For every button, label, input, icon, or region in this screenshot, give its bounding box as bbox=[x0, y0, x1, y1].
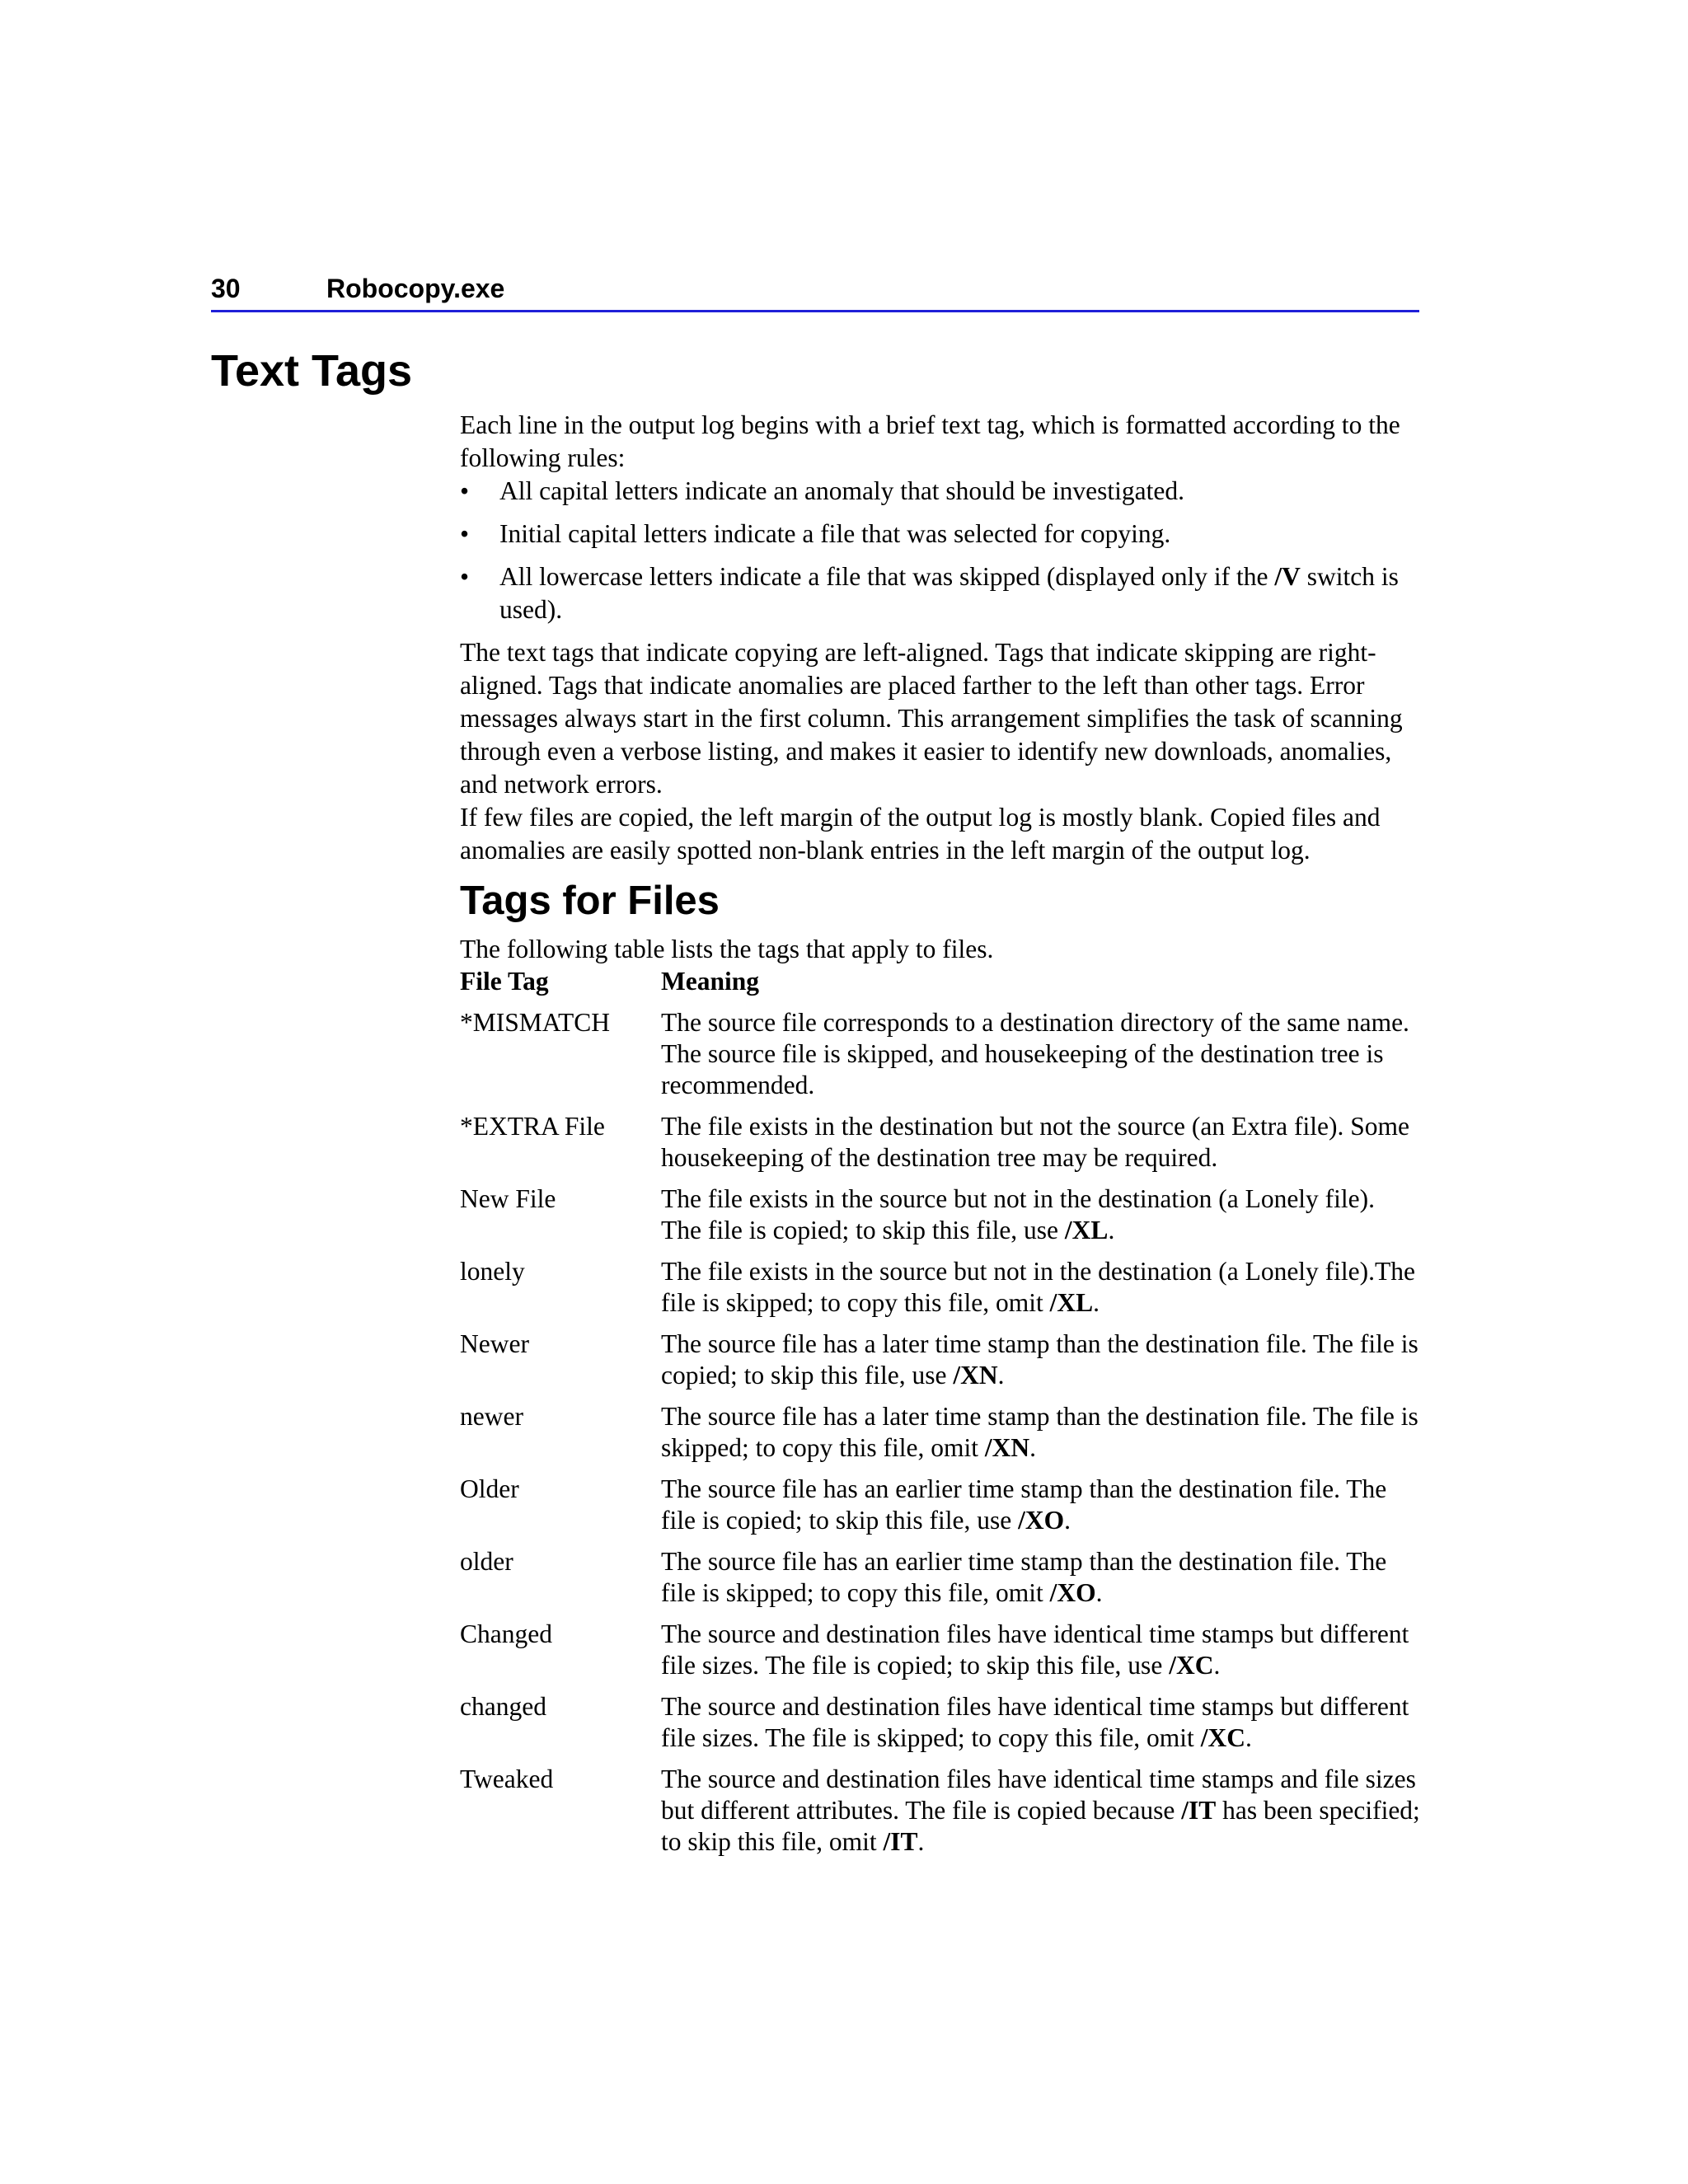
table-row bbox=[460, 1329, 1421, 1401]
switch-code: /V bbox=[1274, 562, 1301, 591]
table-row bbox=[460, 1546, 1421, 1619]
table-row bbox=[460, 1619, 1421, 1691]
switch-code: /XO bbox=[1018, 1506, 1065, 1535]
meaning-text: The source file has an earlier time stamp than the destination file. The file is skipped; to copy this file, omit bbox=[661, 1547, 1387, 1607]
meaning-cell bbox=[661, 1329, 1421, 1401]
column-header-meaning: Meaning bbox=[661, 967, 760, 996]
meaning-text: The source file has a later time stamp than the destination file. The file is skipped; to copy this file, omit bbox=[661, 1402, 1418, 1462]
file-tag-cell: Changed bbox=[460, 1619, 552, 1648]
rules-list bbox=[460, 475, 1421, 626]
table-row bbox=[460, 1007, 1421, 1111]
table-header-row bbox=[460, 966, 1421, 1007]
meaning-cell bbox=[661, 1691, 1421, 1764]
meaning-text: . bbox=[1064, 1506, 1071, 1535]
section-title: Text Tags bbox=[211, 346, 413, 396]
meaning-cell bbox=[661, 1111, 1421, 1183]
meaning-cell bbox=[661, 1256, 1421, 1329]
switch-code: /XL bbox=[1064, 1216, 1109, 1244]
file-tag-cell: Tweaked bbox=[460, 1765, 554, 1793]
table-row bbox=[460, 1183, 1421, 1256]
table-row bbox=[460, 1401, 1421, 1474]
meaning-text: The source and destination files have identical time stamps but different file sizes. The file is copied; to skip this file, use bbox=[661, 1619, 1409, 1680]
meaning-text: The source file corresponds to a destination directory of the same name. The source file is skipped, and housekeeping of the destination tree is recommended. bbox=[661, 1008, 1409, 1099]
meaning-cell bbox=[661, 1546, 1421, 1619]
meaning-cell bbox=[661, 1007, 1421, 1111]
file-tag-cell: New File bbox=[460, 1184, 556, 1213]
meaning-cell bbox=[661, 1764, 1421, 1868]
meaning-text: The file exists in the source but not in the destination (a Lonely file). The file is copied; to skip this file, use bbox=[661, 1184, 1376, 1244]
file-tags-table bbox=[460, 966, 1421, 1868]
file-tag-cell: changed bbox=[460, 1692, 546, 1721]
meaning-text: The source file has a later time stamp than the destination file. The file is copied; to skip this file, use bbox=[661, 1329, 1418, 1390]
meaning-text: The source file has an earlier time stamp than the destination file. The file is copied; to skip this file, use bbox=[661, 1474, 1387, 1535]
rule-text: All lowercase letters indicate a file that was skipped (displayed only if the bbox=[499, 562, 1275, 591]
running-header bbox=[211, 272, 1419, 312]
rule-item bbox=[460, 560, 1421, 626]
table-row bbox=[460, 1111, 1421, 1183]
switch-code: /XL bbox=[1049, 1288, 1094, 1317]
page-number: 30 bbox=[211, 274, 241, 303]
meaning-cell bbox=[661, 1401, 1421, 1474]
alignment-paragraph: The text tags that indicate copying are left-aligned. Tags that indicate skipping are right-aligned. Tags that indicate anomalies are placed farther to the left than other tags. Error messages always start in the first column. This arrangement simplifies the task of scanning through even a verbose listing, and makes it easier to identify new downloads, anomalies, and network errors. bbox=[460, 638, 1403, 799]
file-tag-cell: *MISMATCH bbox=[460, 1008, 611, 1037]
file-tag-cell: Newer bbox=[460, 1329, 529, 1358]
meaning-cell bbox=[661, 1474, 1421, 1546]
switch-code: /IT bbox=[883, 1827, 918, 1856]
meaning-cell bbox=[661, 1619, 1421, 1691]
meaning-text: . bbox=[1093, 1288, 1100, 1317]
file-tag-cell: Older bbox=[460, 1474, 519, 1503]
rule-text: All capital letters indicate an anomaly that should be investigated. bbox=[499, 476, 1184, 505]
subsection-title: Tags for Files bbox=[460, 879, 720, 923]
meaning-text: . bbox=[1095, 1578, 1103, 1607]
meaning-text: The source and destination files have identical time stamps but different file sizes. The file is skipped; to copy this file, omit bbox=[661, 1692, 1409, 1752]
file-tag-cell: older bbox=[460, 1547, 513, 1576]
rule-item bbox=[460, 518, 1421, 551]
document-title: Robocopy.exe bbox=[326, 274, 505, 303]
switch-code: /XO bbox=[1049, 1578, 1096, 1607]
meaning-text: . bbox=[1213, 1651, 1221, 1680]
meaning-text: . bbox=[997, 1361, 1005, 1390]
meaning-text: . bbox=[1029, 1433, 1036, 1462]
switch-code: /XC bbox=[1169, 1651, 1214, 1680]
table-row bbox=[460, 1691, 1421, 1764]
meaning-text: has been specified; to skip this file, omit bbox=[661, 1796, 1420, 1856]
margin-paragraph: If few files are copied, the left margin of the output log is mostly blank. Copied files and anomalies are easily spotted non-blank entries in the left margin of the output log. bbox=[460, 803, 1381, 865]
meaning-text: . bbox=[1108, 1216, 1115, 1244]
table-row bbox=[460, 1256, 1421, 1329]
table-row bbox=[460, 1474, 1421, 1546]
rule-text: Initial capital letters indicate a file that was selected for copying. bbox=[499, 519, 1171, 548]
meaning-text: . bbox=[917, 1827, 925, 1856]
switch-code: /IT bbox=[1181, 1796, 1217, 1825]
file-tag-cell: lonely bbox=[460, 1257, 525, 1286]
table-intro: The following table lists the tags that apply to files. bbox=[460, 935, 994, 963]
intro-paragraph: Each line in the output log begins with a brief text tag, which is formatted according to the following rules: bbox=[460, 410, 1400, 472]
section-body bbox=[460, 409, 1421, 1868]
rule-item bbox=[460, 475, 1421, 508]
switch-code: /XC bbox=[1200, 1723, 1245, 1752]
meaning-text: . bbox=[1245, 1723, 1252, 1752]
meaning-text: The file exists in the destination but not the source (an Extra file). Some housekeeping of the destination tree may be required. bbox=[661, 1112, 1410, 1172]
meaning-text: The source and destination files have identical time stamps and file sizes but different attributes. The file is copied because bbox=[661, 1765, 1416, 1825]
table-row bbox=[460, 1764, 1421, 1868]
meaning-text: The file exists in the source but not in the destination (a Lonely file).The file is skipped; to copy this file, omit bbox=[661, 1257, 1415, 1317]
switch-code: /XN bbox=[953, 1361, 998, 1390]
file-tag-cell: *EXTRA File bbox=[460, 1112, 605, 1141]
rule-text: switch is used). bbox=[499, 562, 1399, 624]
column-header-file-tag: File Tag bbox=[460, 967, 549, 996]
file-tag-cell: newer bbox=[460, 1402, 523, 1431]
meaning-cell bbox=[661, 1183, 1421, 1256]
switch-code: /XN bbox=[984, 1433, 1030, 1462]
